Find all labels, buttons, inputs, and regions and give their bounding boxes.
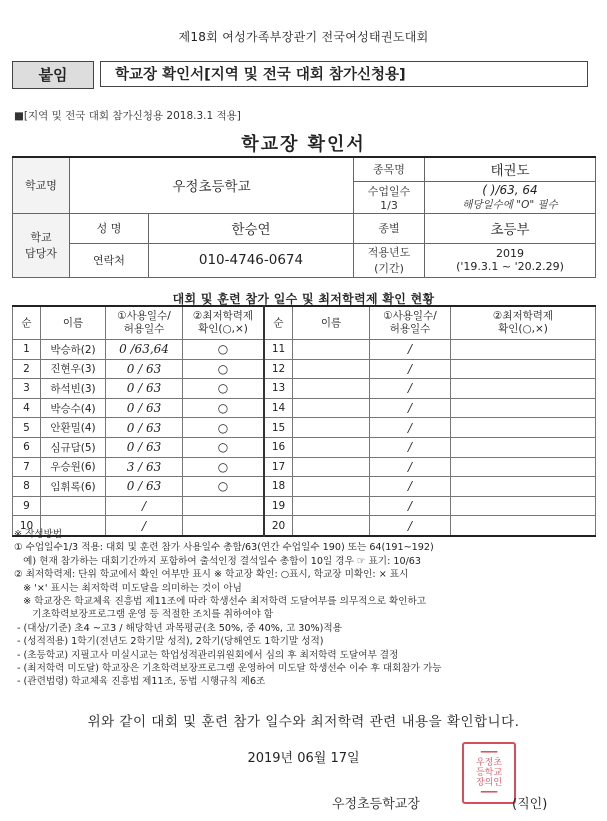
- school-name-value: 우정초등학교: [70, 157, 354, 213]
- header-check-left-2: 확인(○,×): [198, 323, 248, 335]
- row-days: 0 /63,64: [106, 340, 183, 360]
- header-name-left: 이름: [41, 306, 106, 340]
- row-check: [451, 359, 596, 379]
- row-no: 14: [264, 398, 293, 418]
- instruction-line: - (성적적용) 1학기(전년도 2학기말 성적), 2학기(당해연도 1학기말 성적): [14, 636, 324, 648]
- header-no-left: 순: [13, 306, 41, 340]
- row-name: 안환밀(4): [41, 418, 106, 438]
- table-row: [13, 359, 596, 379]
- header-days-right-1: ①사용일수/: [383, 310, 437, 322]
- row-days: 0 / 63: [106, 418, 183, 438]
- instruction-line: ※ '×' 표시는 최저학력 미도달을 의미하는 것이 아님: [14, 582, 242, 594]
- row-no: 11: [264, 340, 293, 360]
- row-no: 3: [13, 379, 41, 399]
- header-days-left: [106, 306, 183, 340]
- table-header-row: [13, 306, 596, 340]
- row-name: 심규담(5): [41, 437, 106, 457]
- row-name: 우승원(6): [41, 457, 106, 477]
- row-days: 0 / 63: [106, 437, 183, 457]
- header-name-right: 이름: [293, 306, 370, 340]
- table-body: [13, 340, 596, 536]
- row-no: 10: [13, 516, 41, 536]
- period-label-1: 적용년도: [367, 246, 411, 259]
- row-days: 0 / 63: [106, 398, 183, 418]
- row-no: 1: [13, 340, 41, 360]
- teacher-label-cell: [13, 213, 70, 277]
- row-days: /: [370, 418, 451, 438]
- row-name: 하석빈(3): [41, 379, 106, 399]
- row-days: 3 / 63: [106, 457, 183, 477]
- row-name: [293, 398, 370, 418]
- header-no-right: 순: [264, 306, 293, 340]
- table-row: [13, 379, 596, 399]
- row-no: 15: [264, 418, 293, 438]
- instruction-line: - (초등학교) 지필고사 미실시교는 학업성적관리위원회에서 심의 후 최저학력 도달여부 결정: [14, 649, 399, 661]
- row-days: 0 / 63: [106, 477, 183, 497]
- school-info-table: [12, 156, 596, 278]
- header-check-left: [183, 306, 265, 340]
- division-label: 종별: [354, 213, 425, 243]
- row-check: [451, 398, 596, 418]
- header-days-left-2: 허용일수: [123, 323, 165, 335]
- row-check: ○: [183, 379, 265, 399]
- annex-title: 학교장 확인서[지역 및 전국 대회 참가신청용]: [100, 61, 588, 87]
- row-name: [293, 477, 370, 497]
- official-seal: ━━━ 우정초 등학교 장의인 ━━━: [462, 742, 516, 804]
- instruction-line: ② 최저학력제: 단위 학교에서 확인 여부만 표시 ※ 학교장 확인: ○표시, 학교장 미확인: × 표시: [14, 569, 409, 581]
- row-check: ○: [183, 340, 265, 360]
- row-days: 0 / 63: [106, 359, 183, 379]
- row-days: /: [370, 496, 451, 516]
- class-days-label: 수업일수: [367, 184, 411, 198]
- instruction-line: ① 수업일수1/3 적용: 대회 및 훈련 참가 사용일수 총합/63(연간 수업일수 190) 또는 64(191~192): [14, 542, 434, 554]
- class-days-value: ( )/63, 64: [482, 182, 538, 197]
- instruction-line: 기초학력보장프로그램 운영 등 적절한 조치를 취하여야 함: [14, 609, 274, 621]
- row-check: ○: [183, 359, 265, 379]
- table-row: [13, 437, 596, 457]
- instruction-line: - (대상/기준) 초4 ~고3 / 해당학년 과목평균(초 50%, 중 40%, 고 30%)적용: [14, 622, 342, 634]
- row-no: 12: [264, 359, 293, 379]
- row-name: 박승하(2): [41, 340, 106, 360]
- row-no: 7: [13, 457, 41, 477]
- table-row: [13, 496, 596, 516]
- row-check: [451, 516, 596, 536]
- row-name: 임휘록(6): [41, 477, 106, 497]
- table-row: [13, 477, 596, 497]
- grid-title: 대회 및 훈련 참가 일수 및 최저학력제 확인 현황: [172, 292, 435, 306]
- header-check-left-1: ②최저학력제: [192, 310, 254, 322]
- row-check: ○: [183, 477, 265, 497]
- name-label: 성 명: [70, 213, 149, 243]
- period-cell: [425, 243, 596, 277]
- row-no: 19: [264, 496, 293, 516]
- row-check: [451, 340, 596, 360]
- row-check: [451, 457, 596, 477]
- row-check: ○: [183, 398, 265, 418]
- event-label: 종목명: [354, 157, 425, 181]
- row-no: 2: [13, 359, 41, 379]
- period-year: 2019: [496, 247, 524, 260]
- contact-label: 연락처: [70, 243, 149, 277]
- confirmation-text: 위와 같이 대회 및 훈련 참가 일수와 최저학력 관련 내용을 확인합니다.: [87, 714, 520, 730]
- period-label-2: (기간): [374, 262, 404, 275]
- row-check: ○: [183, 418, 265, 438]
- header-days-right-2: 허용일수: [389, 323, 431, 335]
- row-no: 18: [264, 477, 293, 497]
- document-title: 학교장 확인서: [241, 134, 366, 155]
- row-check: [183, 496, 265, 516]
- row-check: [451, 418, 596, 438]
- row-check: [451, 379, 596, 399]
- instruction-line: 예) 현재 참가하는 대회기간까지 포함하여 출석인정 결석일수 총합이 10일 경우 ☞ 표기: 10/63: [14, 555, 422, 567]
- row-name: 진현우(3): [41, 359, 106, 379]
- header-days-left-1: ①사용일수/: [117, 310, 171, 322]
- header-check-right-1: ②최저학력제: [492, 310, 554, 322]
- row-check: [451, 437, 596, 457]
- table-row: [13, 340, 596, 360]
- row-days: /: [370, 359, 451, 379]
- row-no: 6: [13, 437, 41, 457]
- period-range: ('19.3.1 ~ '20.2.29): [456, 260, 564, 273]
- row-no: 8: [13, 477, 41, 497]
- instruction-line: - (관련법령) 학교체육 진흥법 제11조, 동법 시행규칙 제6조: [14, 676, 266, 688]
- row-check: [451, 477, 596, 497]
- instruction-line: - (최저학력 미도달) 학교장은 기초학력보장프로그램 운영하여 미도달 학생선수 이수 후 대회참가 가능: [14, 663, 442, 675]
- row-name: [293, 496, 370, 516]
- row-check: ○: [183, 457, 265, 477]
- school-name-label: 학교명: [13, 157, 70, 213]
- teacher-label-2: 담당자: [25, 247, 57, 260]
- row-days: /: [370, 437, 451, 457]
- table-row: [13, 398, 596, 418]
- confirmation-date: 2019년 06월 17일: [247, 751, 360, 766]
- row-name: [293, 379, 370, 399]
- event-value: 태권도: [425, 157, 596, 181]
- row-no: 4: [13, 398, 41, 418]
- instruction-line: ※ 작성방법: [14, 529, 63, 540]
- seal-label: (직인): [512, 797, 548, 812]
- row-days: /: [370, 379, 451, 399]
- instructions: [14, 528, 442, 689]
- row-days: 0 / 63: [106, 379, 183, 399]
- row-no: 9: [13, 496, 41, 516]
- division-value: 초등부: [425, 213, 596, 243]
- row-check: [451, 496, 596, 516]
- header-check-right-2: 확인(○,×): [498, 323, 548, 335]
- table-row: [13, 457, 596, 477]
- row-no: 5: [13, 418, 41, 438]
- row-name: [41, 496, 106, 516]
- row-no: 20: [264, 516, 293, 536]
- event-header: 제18회 여성가족부장관기 전국여성태권도대회: [178, 30, 429, 44]
- row-check: ○: [183, 437, 265, 457]
- form-note: ■[지역 및 전국 대회 참가신청용 2018.3.1 적용]: [14, 110, 241, 122]
- class-days-sub: 1/3: [380, 198, 398, 212]
- row-name: 박승수(4): [41, 398, 106, 418]
- instruction-line: ※ 학교장은 학교체육 진흥법 제11조에 따라 학생선수 최저학력 도달여부를 의무적으로 확인하고: [14, 596, 427, 608]
- contact-value: 010-4746-0674: [149, 243, 354, 277]
- row-no: 16: [264, 437, 293, 457]
- row-days: /: [370, 340, 451, 360]
- annex-label: 붙임: [12, 61, 94, 89]
- row-days: /: [106, 496, 183, 516]
- row-name: [293, 359, 370, 379]
- row-name: [293, 418, 370, 438]
- row-no: 17: [264, 457, 293, 477]
- table-row: [13, 418, 596, 438]
- row-days: /: [106, 516, 183, 536]
- participation-table: [12, 305, 596, 537]
- row-no: 13: [264, 379, 293, 399]
- class-days-label-cell: [354, 181, 425, 213]
- row-days: /: [370, 457, 451, 477]
- period-label-cell: [354, 243, 425, 277]
- row-name: [293, 437, 370, 457]
- header-days-right: [370, 306, 451, 340]
- row-days: /: [370, 398, 451, 418]
- row-name: [293, 457, 370, 477]
- header-check-right: [451, 306, 596, 340]
- row-name: [293, 340, 370, 360]
- class-days-note: 해당일수에 "O" 필수: [462, 198, 558, 211]
- class-days-cell: [425, 181, 596, 213]
- principal-name: 우정초등학교장: [332, 797, 420, 812]
- name-value: 한승연: [149, 213, 354, 243]
- row-days: /: [370, 516, 451, 536]
- row-days: /: [370, 477, 451, 497]
- teacher-label-1: 학교: [30, 231, 52, 244]
